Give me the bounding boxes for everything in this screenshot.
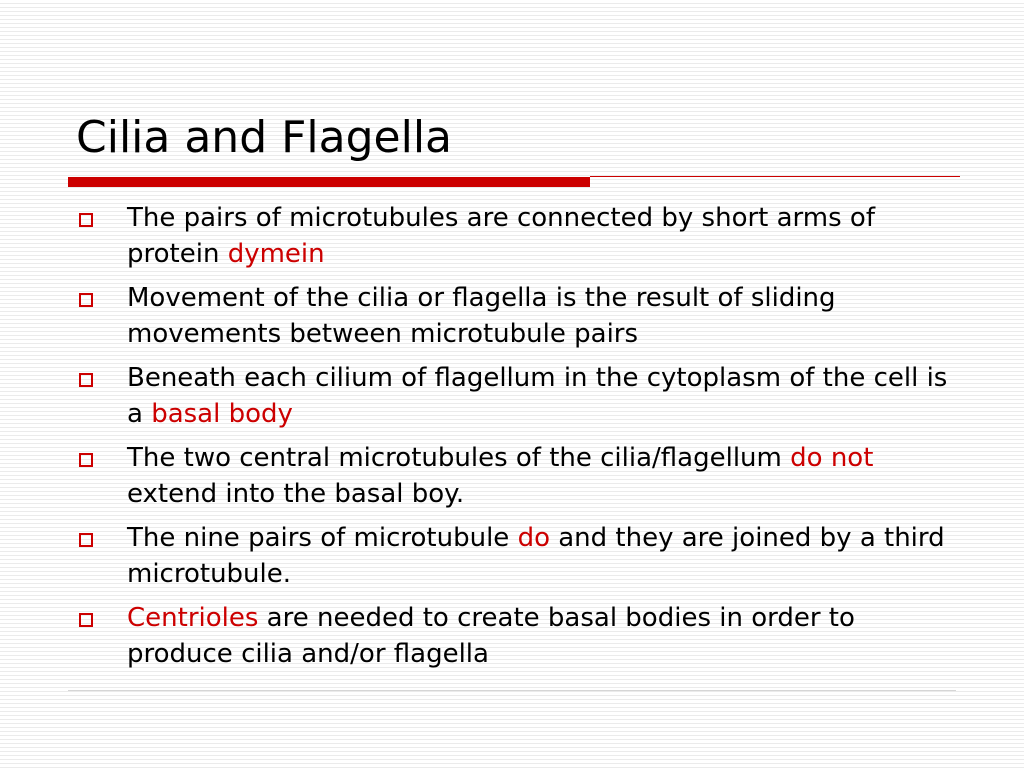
- footer-divider: [68, 690, 956, 691]
- bullet-text-segment: The nine pairs of microtubule: [127, 523, 518, 553]
- bullet-text-segment: The two central microtubules of the cilia/flagellum: [127, 443, 791, 473]
- bullet-text-segment: The pairs of microtubules are connected by short arms of protein: [127, 203, 884, 269]
- bullet-text: [127, 603, 863, 669]
- hollow-square-icon: [79, 613, 93, 627]
- bullet-item: [76, 600, 956, 672]
- title-underline-thick: [68, 177, 590, 187]
- bullet-item: [76, 200, 956, 272]
- bullet-text: [127, 203, 883, 269]
- highlighted-term: basal body: [151, 399, 293, 429]
- bullet-text: [127, 283, 844, 349]
- bullet-item: [76, 360, 956, 432]
- bullet-text: [127, 443, 882, 509]
- bullet-text: [127, 363, 956, 429]
- hollow-square-icon: [79, 293, 93, 307]
- hollow-square-icon: [79, 373, 93, 387]
- highlighted-term: do: [517, 523, 550, 553]
- highlighted-term: Centrioles: [127, 603, 259, 633]
- bullet-text-segment: extend into the basal boy.: [127, 443, 882, 509]
- bullet-text-segment: and they are joined by a third microtubule.: [127, 523, 953, 589]
- hollow-square-icon: [79, 533, 93, 547]
- bullet-item: [76, 440, 956, 512]
- title-underline-thin: [590, 176, 960, 177]
- bullet-item: [76, 280, 956, 352]
- bullet-list: [76, 200, 956, 680]
- highlighted-term: dymein: [227, 239, 325, 269]
- bullet-item: [76, 520, 956, 592]
- slide-title: Cilia and Flagella: [76, 112, 453, 163]
- highlighted-term: do not: [790, 443, 874, 473]
- bullet-text-segment: are needed to create basal bodies in order to produce cilia and/or flagella: [127, 603, 864, 669]
- bullet-text-segment: Movement of the cilia or flagella is the result of sliding movements between microtubule pairs: [127, 283, 844, 349]
- hollow-square-icon: [79, 453, 93, 467]
- bullet-text-segment: Beneath each cilium of flagellum in the cytoplasm of the cell is a: [127, 363, 956, 429]
- hollow-square-icon: [79, 213, 93, 227]
- bullet-text: [127, 523, 953, 589]
